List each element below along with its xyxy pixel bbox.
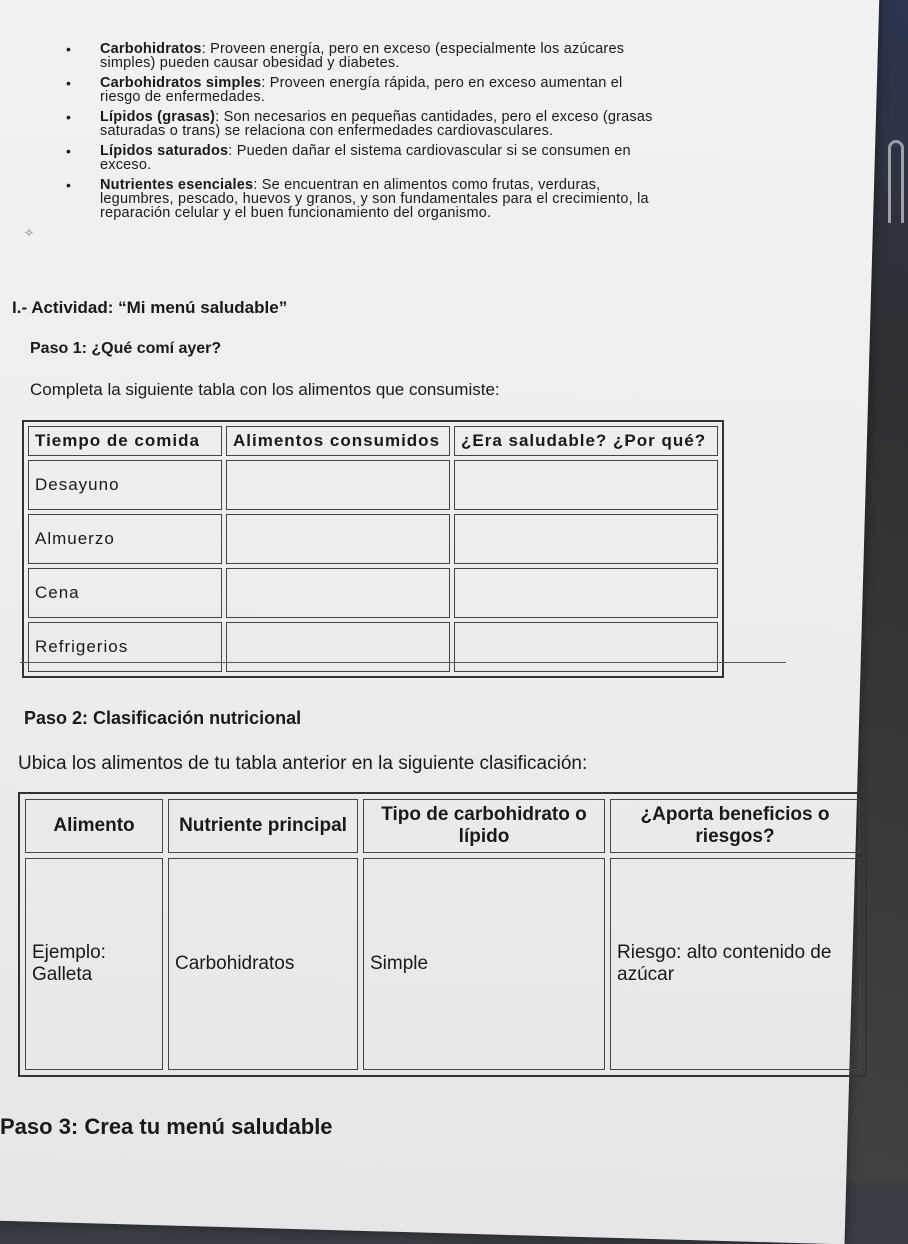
header-saludable: ¿Era saludable? ¿Por qué? <box>454 426 718 456</box>
row-label: Desayuno <box>28 460 222 510</box>
note-item: • Carbohidratos simples: Proveen energía rápida, pero en exceso aumentan el riesgo de enfermedades. <box>66 76 666 104</box>
input-cell[interactable] <box>226 514 450 564</box>
row-label: Cena <box>28 568 222 618</box>
example-alimento: Ejemplo: Galleta <box>25 858 163 1070</box>
row-label: Almuerzo <box>28 514 222 564</box>
example-tipo: Simple <box>363 858 605 1070</box>
input-cell[interactable] <box>226 568 450 618</box>
margin-mark: ✧ <box>24 226 35 240</box>
nutrition-notes <box>66 42 666 226</box>
header-alimentos: Alimentos consumidos <box>226 426 450 456</box>
paso1-title: Paso 1: ¿Qué comí ayer? <box>30 340 222 357</box>
header-tipo: Tipo de carbohidrato o lípido <box>363 799 605 853</box>
note-item: • Lípidos (grasas): Son necesarios en pequeñas cantidades, pero el exceso (grasas saturadas o trans) se relaciona con enfermedades cardiovasculares. <box>66 110 666 138</box>
input-cell[interactable] <box>454 460 718 510</box>
table-header-row <box>25 799 860 853</box>
header-beneficios: ¿Aporta beneficios o riesgos? <box>610 799 860 853</box>
table-row <box>28 514 718 564</box>
table-header-row <box>28 426 718 456</box>
paso3-title: Paso 3: Crea tu menú saludable <box>0 1114 333 1139</box>
header-nutriente: Nutriente principal <box>168 799 358 853</box>
meals-table <box>22 420 724 678</box>
divider <box>20 662 786 663</box>
classification-table <box>18 792 867 1077</box>
header-tiempo: Tiempo de comida <box>28 426 222 456</box>
table-row <box>28 460 718 510</box>
row-label: Refrigerios <box>28 622 222 672</box>
input-cell[interactable] <box>454 622 718 672</box>
note-item: • Lípidos saturados: Pueden dañar el sistema cardiovascular si se consumen en exceso. <box>66 144 666 172</box>
note-item: • Nutrientes esenciales: Se encuentran en alimentos como frutas, verduras, legumbres, pescado, huevos y granos, y son fundamentales para el crecimiento, la reparación celular y el buen funcionamiento del organismo. <box>66 178 666 220</box>
example-nutriente: Carbohidratos <box>168 858 358 1070</box>
activity-title: I.- Actividad: “Mi menú saludable” <box>12 298 288 317</box>
paso2-title: Paso 2: Clasificación nutricional <box>24 708 302 728</box>
paso1-instruction: Completa la siguiente tabla con los alimentos que consumiste: <box>30 380 500 399</box>
input-cell[interactable] <box>226 460 450 510</box>
paso2-instruction: Ubica los alimentos de tu tabla anterior en la siguiente clasificación: <box>18 753 588 774</box>
example-beneficios: Riesgo: alto contenido de azúcar <box>610 858 860 1070</box>
input-cell[interactable] <box>454 568 718 618</box>
input-cell[interactable] <box>226 622 450 672</box>
table-row <box>28 622 718 672</box>
table-row <box>28 568 718 618</box>
input-cell[interactable] <box>454 514 718 564</box>
header-alimento: Alimento <box>25 799 163 853</box>
note-item: • Carbohidratos: Proveen energía, pero en exceso (especialmente los azúcares simples) pueden causar obesidad y diabetes. <box>66 42 666 70</box>
table-row <box>25 858 860 1070</box>
